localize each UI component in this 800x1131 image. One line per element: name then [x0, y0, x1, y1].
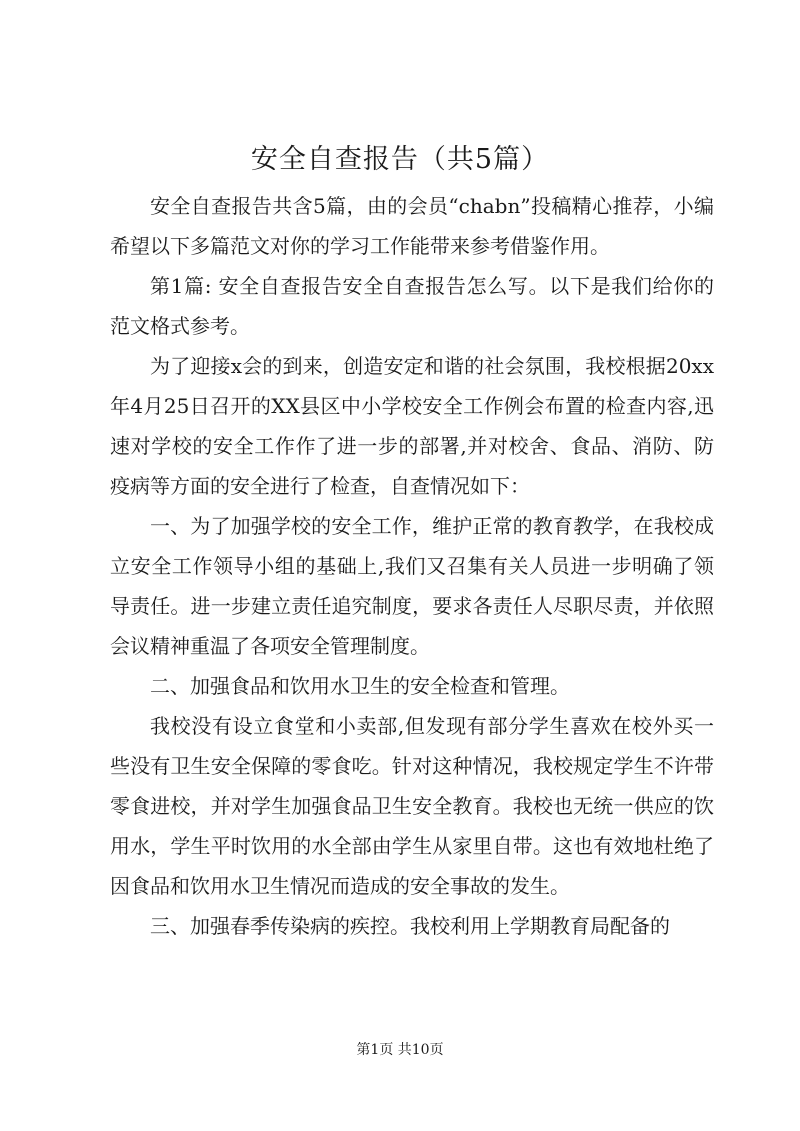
paragraph-chapter-heading: 第1篇: 安全自查报告安全自查报告怎么写。以下是我们给你的范文格式参考。 [110, 274, 714, 338]
document-body [110, 186, 714, 946]
page-number-footer: 第1页 共10页 [356, 1042, 444, 1058]
paragraph-background: 为了迎接x会的到来，创造安定和谐的社会氛围，我校根据20xx年4月25日召开的XX县区中小学校安全工作例会布置的检查内容,迅速对学校的安全工作作了进一步的部署,并对校舍、食品、消防、防疫病等方面的安全进行了检查，自查情况如下： [110, 354, 714, 498]
paragraph-intro: 安全自查报告共含5篇，由的会员“chabn”投稿精心推荐，小编希望以下多篇范文对你的学习工作能带来参考借鉴作用。 [110, 194, 714, 258]
paragraph-section-2-heading: 二、加强食品和饮用水卫生的安全检查和管理。 [150, 674, 570, 698]
paragraph-section-1: 一、为了加强学校的安全工作，维护正常的教育教学，在我校成立安全工作领导小组的基础上,我们又召集有关人员进一步明确了领导责任。进一步建立责任追究制度，要求各责任人尽职尽责，并依照会议精神重温了各项安全管理制度。 [110, 514, 714, 658]
document-title: 安全自查报告（共5篇） [250, 144, 550, 175]
paragraph-section-2-body: 我校没有设立食堂和小卖部,但发现有部分学生喜欢在校外买一些没有卫生安全保障的零食吃。针对这种情况，我校规定学生不许带零食进校，并对学生加强食品卫生安全教育。我校也无统一供应的饮用水，学生平时饮用的水全部由学生从家里自带。这也有效地杜绝了因食品和饮用水卫生情况而造成的安全事故的发生。 [110, 714, 714, 898]
paragraph-section-3: 三、加强春季传染病的疾控。我校利用上学期教育局配备的 [150, 914, 670, 938]
